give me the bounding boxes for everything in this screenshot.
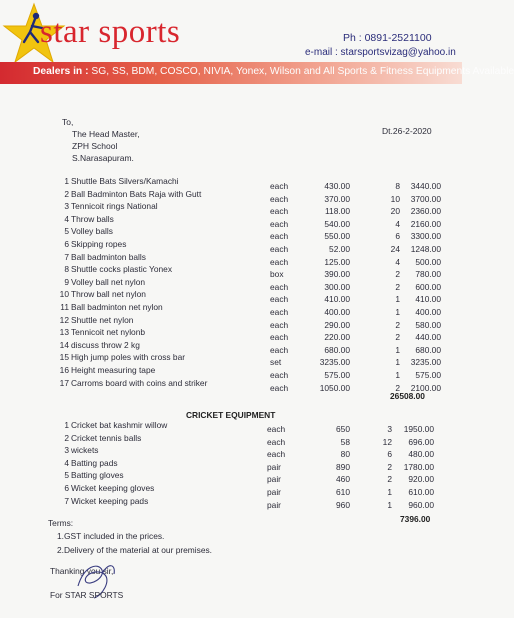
item-name: Ball badminton balls xyxy=(71,251,146,262)
item-rate: 3235.00 xyxy=(319,357,350,368)
item-rate: 610 xyxy=(336,487,350,497)
item-unit: each xyxy=(270,307,289,317)
item-number: 1 xyxy=(64,176,69,186)
item-number: 8 xyxy=(64,264,69,275)
item-rate: 575.00 xyxy=(324,370,350,380)
item-unit: each xyxy=(270,256,289,267)
item-rate: 650 xyxy=(336,424,350,434)
item-amount: 1248.00 xyxy=(410,244,441,254)
item-unit: box xyxy=(270,269,284,280)
item-amount: 600.00 xyxy=(415,281,441,292)
item-qty: 1 xyxy=(395,357,400,368)
item-number: 2 xyxy=(64,432,69,443)
item-rate: 550.00 xyxy=(324,231,350,242)
item-name: Batting pads xyxy=(71,457,118,468)
item-number: 9 xyxy=(64,276,69,287)
item-number: 17 xyxy=(59,377,69,388)
item-qty: 10 xyxy=(390,193,400,204)
cricket-total: 7396.00 xyxy=(400,514,431,524)
item-name: Volley ball net nylon xyxy=(71,276,146,287)
item-number: 16 xyxy=(59,365,69,375)
item-unit: each xyxy=(267,449,286,460)
item-unit: each xyxy=(270,231,289,242)
school-name: ZPH School xyxy=(72,141,118,151)
item-number: 12 xyxy=(59,314,69,325)
item-rate: 80 xyxy=(340,449,350,460)
item-amount: 1780.00 xyxy=(403,461,434,472)
item-rate: 58 xyxy=(340,436,350,447)
item-qty: 4 xyxy=(395,218,400,229)
item-number: 4 xyxy=(64,213,69,224)
dealers-list: SG, SS, BDM, COSCO, NIVIA, Yonex, Wilson and All Sports & Fitness Equipments Available xyxy=(91,66,514,77)
item-amount: 3440.00 xyxy=(410,181,441,191)
item-amount: 680.00 xyxy=(415,344,441,355)
recipient: The Head Master, xyxy=(72,129,140,139)
item-rate: 370.00 xyxy=(324,193,350,204)
item-number: 13 xyxy=(59,327,69,338)
item-number: 6 xyxy=(64,239,69,249)
item-qty: 24 xyxy=(390,244,400,254)
item-name: Throw balls xyxy=(71,213,114,224)
item-amount: 920.00 xyxy=(408,474,434,485)
item-amount: 780.00 xyxy=(415,269,441,280)
item-amount: 3700.00 xyxy=(410,193,441,204)
item-rate: 410.00 xyxy=(324,294,350,305)
sign-off: For STAR SPORTS xyxy=(50,590,124,600)
item-qty: 1 xyxy=(395,344,400,355)
dealers-prefix: Dealers in : xyxy=(33,66,89,77)
item-name: High jump poles with cross bar xyxy=(71,352,186,363)
item-amount: 500.00 xyxy=(415,256,441,267)
item-amount: 2360.00 xyxy=(410,206,441,217)
item-amount: 480.00 xyxy=(408,449,434,460)
item-name: Shuttle cocks plastic Yonex xyxy=(71,264,173,275)
item-qty: 8 xyxy=(395,181,400,191)
item-name: Cricket bat kashmir willow xyxy=(71,420,168,430)
item-amount: 575.00 xyxy=(415,370,441,380)
phone-number: Ph : 0891-2521100 xyxy=(343,32,432,44)
item-rate: 960 xyxy=(336,499,350,510)
item-rate: 300.00 xyxy=(324,281,350,292)
item-amount: 400.00 xyxy=(415,307,441,317)
term-item: 1.GST included in the prices. xyxy=(57,531,165,541)
item-qty: 1 xyxy=(395,370,400,380)
item-unit: each xyxy=(267,424,286,434)
item-qty: 2 xyxy=(387,461,392,472)
sports-total: 26508.00 xyxy=(390,391,425,401)
item-name: Cricket tennis balls xyxy=(71,432,142,443)
item-name: Wicket keeping pads xyxy=(71,495,149,506)
item-number: 3 xyxy=(64,201,69,212)
item-qty: 2 xyxy=(395,319,400,330)
item-rate: 680.00 xyxy=(324,344,350,355)
item-name: Shuttle Bats Silvers/Kamachi xyxy=(71,176,179,186)
item-unit: each xyxy=(270,294,289,305)
item-amount: 410.00 xyxy=(415,294,441,305)
salutation-to: To, xyxy=(62,117,74,127)
item-name: Batting gloves xyxy=(71,470,124,481)
item-unit: each xyxy=(270,344,289,355)
item-unit: each xyxy=(270,370,289,380)
item-qty: 1 xyxy=(387,499,392,510)
item-number: 2 xyxy=(64,188,69,199)
item-number: 11 xyxy=(60,302,69,312)
item-unit: each xyxy=(270,206,289,217)
item-name: Throw ball net nylon xyxy=(71,289,146,300)
item-rate: 118.00 xyxy=(325,206,350,217)
item-name: Carroms board with coins and striker xyxy=(71,377,208,388)
terms-heading: Terms: xyxy=(48,518,74,528)
item-amount: 2160.00 xyxy=(410,218,441,229)
term-item: 2.Delivery of the material at our premises. xyxy=(57,545,212,555)
item-name: Volley balls xyxy=(71,226,113,237)
item-number: 7 xyxy=(64,495,69,506)
item-qty: 6 xyxy=(395,231,400,242)
item-qty: 2 xyxy=(395,332,400,343)
item-rate: 390.00 xyxy=(324,269,350,280)
item-amount: 610.00 xyxy=(408,487,434,497)
item-unit: each xyxy=(270,193,289,204)
item-qty: 3 xyxy=(387,424,392,434)
brand-name: star sports xyxy=(40,14,181,50)
item-rate: 430.00 xyxy=(324,181,350,191)
item-amount: 696.00 xyxy=(408,436,434,447)
item-qty: 2 xyxy=(395,269,400,280)
item-name: Wicket keeping gloves xyxy=(71,483,155,493)
item-number: 7 xyxy=(64,251,69,262)
item-qty: 12 xyxy=(382,436,392,447)
item-amount: 580.00 xyxy=(415,319,441,330)
item-unit: pair xyxy=(267,499,281,510)
item-amount: 2100.00 xyxy=(410,382,441,393)
item-amount: 3235.00 xyxy=(410,357,441,368)
item-number: 6 xyxy=(64,483,69,493)
item-qty: 2 xyxy=(395,281,400,292)
quote-date: Dt.26-2-2020 xyxy=(382,126,432,136)
item-rate: 460 xyxy=(336,474,350,485)
item-qty: 1 xyxy=(395,307,400,317)
item-number: 10 xyxy=(59,289,69,300)
item-rate: 890 xyxy=(336,461,350,472)
item-unit: each xyxy=(270,319,289,330)
item-name: Shuttle net nylon xyxy=(71,314,134,325)
item-rate: 125.00 xyxy=(324,256,350,267)
place-name: S.Narasapuram. xyxy=(72,153,134,163)
cricket-heading: CRICKET EQUIPMENT xyxy=(186,410,276,420)
item-unit: pair xyxy=(267,474,281,485)
item-number: 4 xyxy=(64,457,69,468)
item-name: discuss throw 2 kg xyxy=(71,339,140,350)
item-rate: 220.00 xyxy=(324,332,350,343)
item-name: Ball Badminton Bats Raja with Gutt xyxy=(71,188,202,199)
item-rate: 290.00 xyxy=(324,319,350,330)
item-number: 15 xyxy=(59,352,69,363)
item-rate: 1050.00 xyxy=(319,382,350,393)
item-name: Ball badminton net nylon xyxy=(71,302,163,312)
item-unit: each xyxy=(267,436,286,447)
item-qty: 2 xyxy=(395,382,400,393)
item-rate: 540.00 xyxy=(324,218,350,229)
item-unit: each xyxy=(270,332,289,343)
item-number: 14 xyxy=(59,339,69,350)
item-unit: each xyxy=(270,181,289,191)
item-name: Tennicoit rings National xyxy=(71,201,158,212)
item-qty: 1 xyxy=(387,487,392,497)
dealers-line xyxy=(33,66,514,77)
item-unit: each xyxy=(270,218,289,229)
item-amount: 440.00 xyxy=(415,332,441,343)
item-unit: each xyxy=(270,244,289,254)
item-unit: pair xyxy=(267,461,281,472)
item-unit: each xyxy=(270,382,289,393)
item-name: Skipping ropes xyxy=(71,239,127,249)
item-number: 5 xyxy=(64,470,69,481)
item-amount: 960.00 xyxy=(408,499,434,510)
item-name: Tennicoit net nylonb xyxy=(71,327,146,338)
thanks-line: Thanking you sir, xyxy=(50,566,114,576)
item-qty: 4 xyxy=(395,256,400,267)
item-amount: 3300.00 xyxy=(410,231,441,242)
item-rate: 52.00 xyxy=(329,244,350,254)
item-qty: 2 xyxy=(387,474,392,485)
item-qty: 20 xyxy=(390,206,400,217)
item-name: wickets xyxy=(71,445,99,456)
item-qty: 6 xyxy=(387,449,392,460)
item-unit: each xyxy=(270,281,289,292)
item-unit: pair xyxy=(267,487,281,497)
item-number: 3 xyxy=(64,445,69,456)
item-name: Height measuring tape xyxy=(71,365,156,375)
item-unit: set xyxy=(270,357,282,368)
item-rate: 400.00 xyxy=(324,307,350,317)
email-address: e-mail : starsportsvizag@yahoo.in xyxy=(305,47,456,58)
item-qty: 1 xyxy=(395,294,400,305)
item-number: 1 xyxy=(64,420,69,430)
item-amount: 1950.00 xyxy=(403,424,434,434)
item-number: 5 xyxy=(64,226,69,237)
